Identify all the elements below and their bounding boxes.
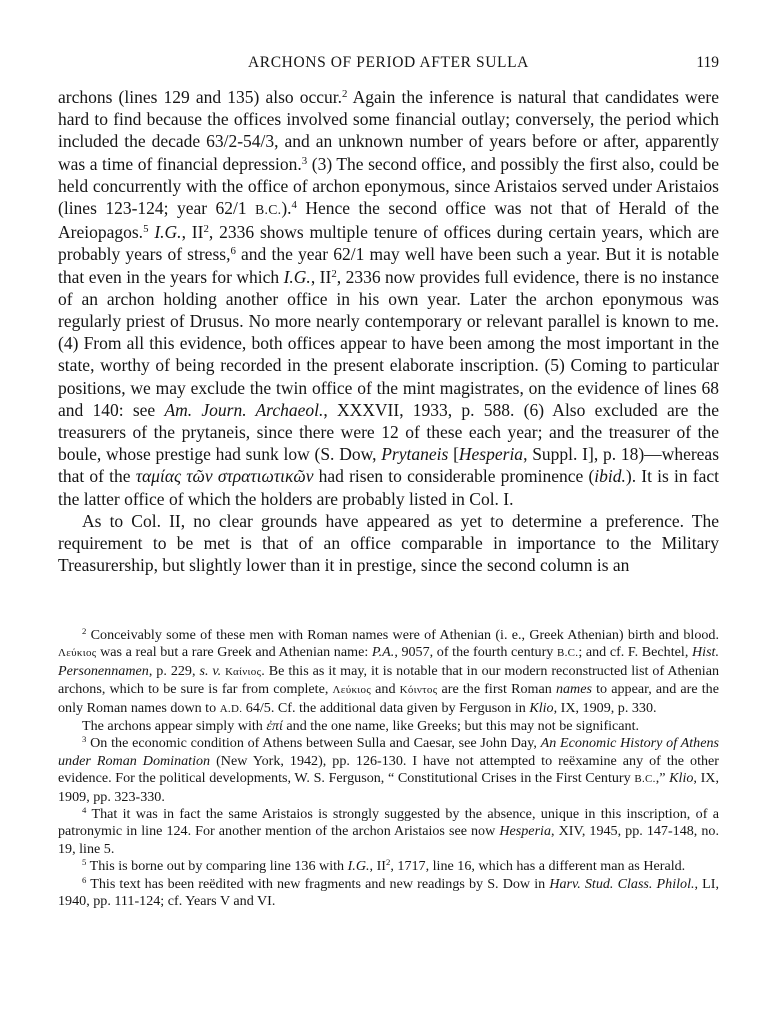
text-run: , XXXVII, 1933, p. 588. (6) Also excluded are the treasurers of the prytaneis, since there were 12 of these each year; and the treasurer of the boule, whose prestige had sunk low (S. Dow, <box>58 399 719 465</box>
italic-text: s. v. <box>199 662 222 679</box>
footnotes <box>58 627 719 911</box>
text-run: , 2336 shows multiple tenure of offices during certain years, which are probably years of stress, <box>58 222 720 265</box>
small-caps-text: Λεύκιος <box>332 684 371 697</box>
italic-text: I.G. <box>347 858 370 875</box>
italic-text: ἐπί <box>266 718 283 735</box>
italic-text: Harv. Stud. Class. Philol. <box>549 875 695 892</box>
footnote-ref: 3 <box>301 154 308 167</box>
italic-text: I.G. <box>154 222 182 243</box>
text-run: ). It is in fact the latter office of which the holders are probably listed in Col. I. <box>58 466 719 509</box>
small-caps-text: Κόιντος <box>399 684 438 697</box>
text-run: Hence the second office was not that of Herald of the Areiopagos. <box>58 198 719 243</box>
footnote-ref: 5 <box>143 223 149 236</box>
text-run: . Be this as it may, it is notable that in our modern reconstructed list of Athenian archons, which to be sure is far from complete, <box>58 662 720 698</box>
italic-text: names <box>555 681 592 698</box>
text-run: 64/5. Cf. the additional data given by Ferguson in <box>242 699 530 716</box>
text-run: Conceivably some of these men with Roman names were of Athenian (i. e., Greek Athenian) birth and blood. <box>86 627 719 643</box>
text-run: and <box>370 681 400 698</box>
footnote-ref: 2 <box>331 267 337 280</box>
footnote-ref: 4 <box>82 805 87 816</box>
text-run: This is borne out by comparing line 136 with <box>86 858 348 875</box>
small-caps-text: Λεύκιος <box>58 647 97 660</box>
text-run: ). <box>281 198 292 219</box>
main-text <box>58 86 719 576</box>
italic-text: Hesperia <box>458 444 524 465</box>
text-run: and the year 62/1 may well have been such a year. But it is notable that even in the years for which <box>58 244 719 287</box>
footnote <box>58 876 719 911</box>
footnote-ref: 6 <box>230 245 236 258</box>
text-run: This text has been reëdited with new fragments and new readings by S. Dow in <box>86 875 550 892</box>
small-caps-text: Καίνιος <box>225 665 262 678</box>
text-run: The archons appear simply with <box>82 718 267 735</box>
text-run: That it was in fact the same Aristaios is strongly suggested by the absence, unique in this inscription, of a patronymic in line 124. For another mention of the archon Aristaios see now <box>58 806 719 840</box>
text-run: , 9057, of the fourth century <box>394 644 557 661</box>
small-caps-text: B.C. <box>255 202 282 218</box>
text-run: are the first Roman <box>437 681 556 698</box>
italic-text: ibid. <box>594 466 626 487</box>
text-run: ,” <box>655 770 670 787</box>
text-run: to appear, and are the only Roman names down to <box>58 681 719 716</box>
small-caps-text: B.C. <box>634 773 656 786</box>
footnote <box>58 858 719 875</box>
text-run: (3) The second office, and possibly the first also, could be held concurrently with the office of archon eponymous, since Aristaios served under Aristaios (lines 123-124; year 62/1 <box>58 153 719 219</box>
small-caps-text: A.D. <box>219 702 243 715</box>
text-run: , IX, 1909, pp. 323-330. <box>58 770 719 805</box>
footnote-ref: 5 <box>82 857 87 868</box>
italic-text: I.G. <box>283 266 311 287</box>
text-run: , Suppl. I], p. 18)—whereas that of the <box>58 444 720 487</box>
italic-text: Hist. Personennamen <box>58 644 719 679</box>
body-paragraph <box>58 510 719 577</box>
text-run: ; and cf. F. Bechtel, <box>578 644 692 661</box>
page-number: 119 <box>696 54 719 71</box>
body-paragraph <box>58 86 719 510</box>
italic-text: P.A. <box>371 644 395 661</box>
footnote-ref: 2 <box>203 223 209 236</box>
text-run: As to Col. II, no clear grounds have appeared as yet to determine a preference. The requirement to be met is that of an office comparable in importance to the Military Treasurership, but slightly lower than it in prestige, since the second column is an <box>58 510 719 576</box>
text-run: had risen to considerable prominence ( <box>313 466 595 487</box>
text-run: and the one name, like Greeks; but this may not be significant. <box>282 718 640 735</box>
text-run: , LI, 1940, pp. 111-124; cf. Years V and VI. <box>58 875 720 910</box>
text-run: , 2336 now provides full evidence, there is no instance of an archon holding another office in his own year. Later the archon eponymous was regularly priest of Drusus. No more nearly contemporary or relevant parallel is known to me. (4) From all this evidence, both offices appear to have been among the most important in the state, worthy of being recorded in the present elaborate inscription. (5) Coming to particular positions, we may exclude the twin office of the mint magistrates, on the evidence of lines 68 and 140: see <box>58 266 720 420</box>
text-run: was a real but a rare Greek and Athenian name: <box>96 644 372 661</box>
italic-text: ταμίας τῶν στρατιωτικῶν <box>135 466 314 487</box>
text-run: , IX, 1909, p. 330. <box>553 699 657 716</box>
small-caps-text: B.C. <box>556 647 579 660</box>
text-run: , XIV, 1945, pp. 147-148, no. 19, line 5. <box>58 823 719 857</box>
text-run: , 1717, line 16, which has a different man as Herald. <box>390 858 686 875</box>
text-run: , II <box>369 858 386 875</box>
italic-text: Hesperia <box>499 823 552 840</box>
footnote <box>58 718 719 735</box>
italic-text: Klio <box>529 699 554 716</box>
text-run: Again the inference is natural that candidates were hard to find because the offices involved some financial outlay; conversely, the period which included the decade 63/2-54/3, and an unknown number of years before or after, apparently was a time of financial depression. <box>58 87 720 174</box>
text-run: On the economic condition of Athens between Sulla and Caesar, see John Day, <box>86 735 541 752</box>
footnote <box>58 806 719 858</box>
footnote-ref: 4 <box>291 199 297 212</box>
footnote <box>58 627 719 718</box>
italic-text: Klio <box>669 770 694 787</box>
text-run: (New York, 1942), pp. 126-130. I have not attempted to reëxamine any of the other evidence. For the political developments, W. S. Ferguson, “ Constitutional Crises in the First Century <box>58 752 719 787</box>
footnote-ref: 3 <box>82 734 87 745</box>
running-title: ARCHONS OF PERIOD AFTER SULLA <box>248 54 529 71</box>
text-run: archons (lines 129 and 135) also occur. <box>58 87 343 107</box>
text-run: , p. 229, <box>148 662 200 679</box>
running-header <box>58 54 719 76</box>
footnote-ref: 6 <box>82 874 87 885</box>
footnote-ref: 2 <box>342 88 348 101</box>
text-run: , II <box>310 266 332 287</box>
italic-text: An Economic History of Athens under Roman Domination <box>58 735 719 769</box>
italic-text: Prytaneis <box>381 444 449 465</box>
footnote-ref: 2 <box>82 626 87 637</box>
footnote <box>58 735 719 806</box>
footnote-ref: 2 <box>385 857 391 868</box>
text-run: , II <box>181 222 204 243</box>
italic-text: Am. Journ. Archaeol. <box>164 399 324 420</box>
text-run: [ <box>448 444 459 465</box>
